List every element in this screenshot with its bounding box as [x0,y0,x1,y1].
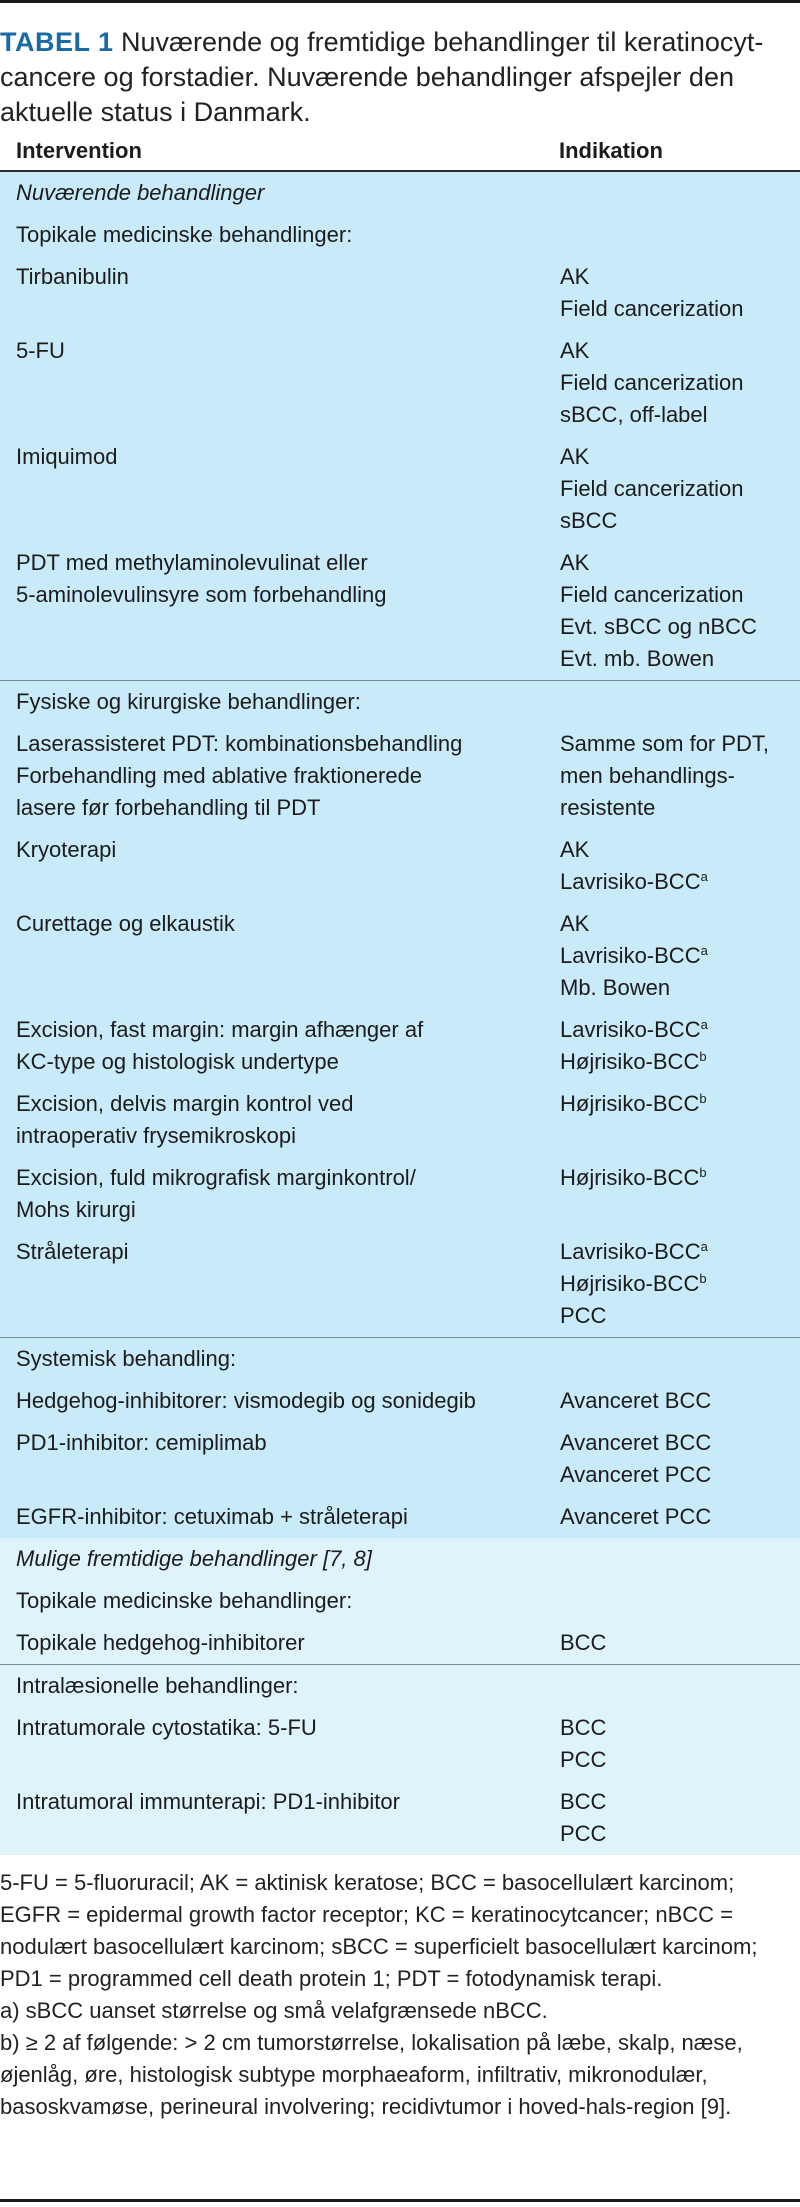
table-row [0,829,800,903]
table-footnotes [0,1855,800,2123]
footnote-marker: a [700,943,708,958]
intervention-line: 5-FU [16,338,65,363]
indication-line: Field cancerization [560,370,744,395]
header-indication: Indikation [543,125,800,171]
indication-cell [543,256,800,330]
section-heading: Nuværende behandlinger [16,180,265,205]
group-title-row [0,1665,800,1708]
indication-line: sBCC [560,508,618,533]
indication-line: Samme som for PDT, [560,731,770,756]
table-row [0,723,800,829]
indication-line: resistente [560,795,656,820]
intervention-cell [0,256,543,330]
intervention-line: Excision, fuld mikrografisk marginkontrol/ [16,1165,416,1190]
group-title-row [0,214,800,256]
intervention-cell [0,436,543,542]
section-heading: Mulige fremtidige behandlinger [7, 8] [16,1546,372,1571]
indication-cell [543,1781,800,1855]
indication-line: Avanceret PCC [560,1504,712,1529]
group-title: Systemisk behandling: [0,1338,543,1381]
intervention-line: EGFR-inhibitor: cetuximab + stråleterapi [16,1504,408,1529]
indication-line: AK [560,550,590,575]
intervention-cell [0,1157,543,1231]
indication-cell [543,1707,800,1781]
group-title-empty [543,1665,800,1708]
indication-line: Evt. sBCC og nBCC [560,614,757,639]
intervention-line: Intratumorale cytostatika: 5-FU [16,1715,317,1740]
indication-line: Højrisiko-BCC$^b$ [560,1091,707,1116]
intervention-line: Hedgehog-inhibitorer: vismodegib og sonidegib [16,1388,476,1413]
indication-cell [543,436,800,542]
indication-line: BCC [560,1715,607,1740]
footnote-b: b) ≥ 2 af følgende: > 2 cm tumorstørrelse, lokalisation på læbe, skalp, næse, øjenlåg, øre, histologisk subtype morphaeaform, infiltrativ, mikronodulær, basoskvamøse, perineural involvering; recidivtumor i hoved-hals-region [9]. [0,2030,743,2119]
indication-line: Avanceret PCC [560,1462,712,1487]
table-row [0,1009,800,1083]
table-row [0,1157,800,1231]
future-treatments-section [0,1538,800,1855]
table-caption [0,3,800,125]
intervention-line: 5-aminolevulinsyre som forbehandling [16,582,387,607]
intervention-line: Imiquimod [16,444,118,469]
indication-line: Field cancerization [560,582,744,607]
intervention-cell [0,1707,543,1781]
intervention-line: Laserassisteret PDT: kombinationsbehandling [16,731,463,756]
intervention-line: Intratumoral immunterapi: PD1-inhibitor [16,1789,400,1814]
group-title-empty [543,214,800,256]
intervention-line: Curettage og elkaustik [16,911,235,936]
current-treatments-section [0,171,800,1538]
table-row [0,542,800,681]
table-header-row [0,125,800,171]
treatment-table-wrapper [0,125,800,1855]
table-row [0,256,800,330]
intervention-cell [0,1496,543,1538]
section-heading-empty [543,1538,800,1580]
table-row [0,330,800,436]
footnote-marker: a [700,1239,708,1254]
indication-line: Lavrisiko-BCC$^a$ [560,1017,708,1042]
table-row [0,436,800,542]
indication-line: men behandlings- [560,763,735,788]
indication-line: Lavrisiko-BCC$^a$ [560,869,708,894]
indication-cell [543,1231,800,1338]
indication-line: Højrisiko-BCC$^b$ [560,1271,707,1296]
indication-cell [543,542,800,681]
intervention-cell [0,1781,543,1855]
indication-cell [543,903,800,1009]
table-row [0,1422,800,1496]
indication-line: PCC [560,1303,607,1328]
indication-cell [543,1380,800,1422]
intervention-line: lasere før forbehandling til PDT [16,795,321,820]
indication-cell [543,723,800,829]
table-row [0,1707,800,1781]
indication-line: AK [560,264,590,289]
abbreviations-note: 5-FU = 5-fluoruracil; AK = aktinisk keratose; BCC = basocellulært karcinom; EGFR = epidermal growth factor receptor; KC = keratinocytcancer; nBCC = nodulært basocellulært karcinom; sBCC = superficielt basocellulært karcinom; PD1 = programmed cell death protein 1; PDT = fotodynamisk terapi. [0,1870,758,1991]
indication-line: Højrisiko-BCC$^b$ [560,1049,707,1074]
indication-line: PCC [560,1821,607,1846]
group-title-row [0,681,800,724]
intervention-line: Excision, fast margin: margin afhænger af [16,1017,424,1042]
indication-line: AK [560,837,590,862]
intervention-line: Tirbanibulin [16,264,129,289]
table-row [0,1083,800,1157]
indication-line: Lavrisiko-BCC$^a$ [560,1239,708,1264]
intervention-cell [0,1231,543,1338]
intervention-cell [0,903,543,1009]
table-label: TABEL 1 [0,27,114,57]
section-heading-empty [543,171,800,214]
indication-line: Avanceret BCC [560,1430,712,1455]
indication-cell [543,330,800,436]
intervention-cell [0,723,543,829]
indication-line: BCC [560,1789,607,1814]
footnote-marker: b [699,1165,707,1180]
group-title-empty [543,1338,800,1381]
footnote-marker: b [699,1091,707,1106]
indication-cell [543,1422,800,1496]
indication-line: AK [560,444,590,469]
indication-line: Mb. Bowen [560,975,671,1000]
group-title-empty [543,1580,800,1622]
footnote-marker: a [700,869,708,884]
table-row [0,1231,800,1338]
indication-line: BCC [560,1630,607,1655]
section-heading-row [0,1538,800,1580]
indication-line: PCC [560,1747,607,1772]
indication-line: sBCC, off-label [560,402,708,427]
intervention-cell [0,1009,543,1083]
table-row [0,903,800,1009]
indication-line: Field cancerization [560,476,744,501]
group-title: Intralæsionelle behandlinger: [0,1665,543,1708]
intervention-line: PDT med methylaminolevulinat eller [16,550,368,575]
caption-text: Nuværende og fremtidige behandlinger til keratinocytcancere og forstadier. Nuværende behandlinger afspejler den aktuelle status i Danmark. [0,27,764,127]
indication-line: Højrisiko-BCC$^b$ [560,1165,707,1190]
indication-cell [543,1496,800,1538]
intervention-line: Forbehandling med ablative fraktionerede [16,763,423,788]
group-title-empty [543,681,800,724]
intervention-line: Kryoterapi [16,837,117,862]
intervention-line: Topikale hedgehog-inhibitorer [16,1630,305,1655]
intervention-cell [0,1380,543,1422]
footnote-marker: a [700,1017,708,1032]
intervention-line: Stråleterapi [16,1239,129,1264]
group-title: Topikale medicinske behandlinger: [16,222,353,247]
indication-cell [543,1157,800,1231]
group-title: Fysiske og kirurgiske behandlinger: [0,681,543,724]
indication-line: Evt. mb. Bowen [560,646,715,671]
group-title-row [0,1338,800,1381]
intervention-line: Mohs kirurgi [16,1197,136,1222]
bottom-rule [0,2199,800,2202]
indication-line: Field cancerization [560,296,744,321]
intervention-line: Excision, delvis margin kontrol ved [16,1091,354,1116]
group-title: Topikale medicinske behandlinger: [16,1588,353,1613]
indication-line: AK [560,911,590,936]
indication-line: Lavrisiko-BCC$^a$ [560,943,708,968]
intervention-cell [0,330,543,436]
intervention-line: intraoperativ frysemikroskopi [16,1123,296,1148]
group-title-row [0,1580,800,1622]
table-row [0,1496,800,1538]
indication-cell [543,1622,800,1665]
treatment-table [0,125,800,1855]
intervention-cell [0,1622,543,1665]
intervention-cell [0,829,543,903]
table-row [0,1380,800,1422]
indication-cell [543,1083,800,1157]
indication-line: Avanceret BCC [560,1388,712,1413]
indication-cell [543,829,800,903]
intervention-cell [0,1422,543,1496]
indication-cell [543,1009,800,1083]
table-row [0,1781,800,1855]
intervention-cell [0,542,543,681]
intervention-cell [0,1083,543,1157]
footnote-marker: b [699,1049,707,1064]
intervention-line: PD1-inhibitor: cemiplimab [16,1430,267,1455]
header-intervention: Intervention [0,125,543,171]
indication-line: AK [560,338,590,363]
footnote-a: a) sBCC uanset størrelse og små velafgrænsede nBCC. [0,1998,548,2023]
section-heading-row [0,171,800,214]
footnote-marker: b [699,1271,707,1286]
intervention-line: KC-type og histologisk undertype [16,1049,339,1074]
table-row [0,1622,800,1665]
